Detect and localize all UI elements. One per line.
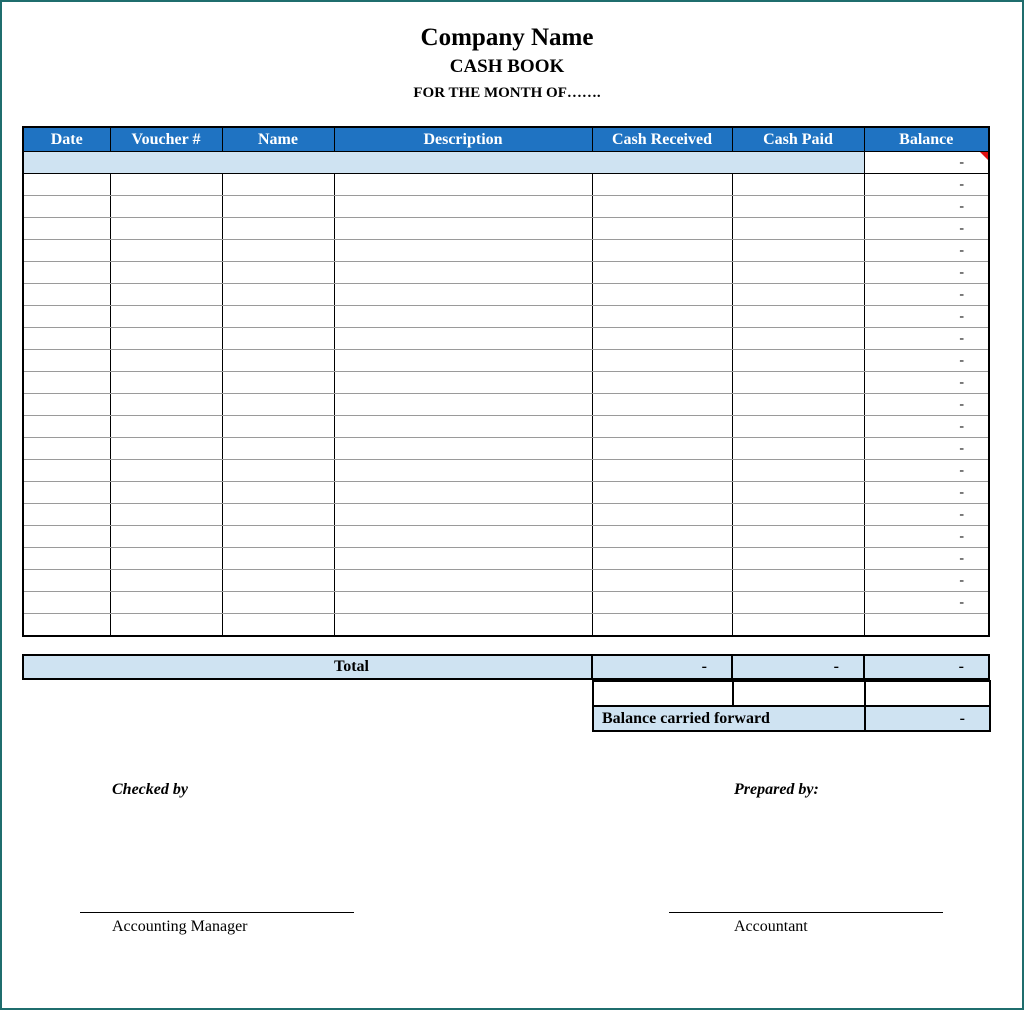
carried-forward-table bbox=[592, 680, 991, 732]
date-cell[interactable] bbox=[23, 196, 110, 218]
cash-paid-cell[interactable] bbox=[732, 460, 864, 482]
blank-cell[interactable] bbox=[865, 681, 990, 706]
name-cell[interactable] bbox=[222, 306, 334, 328]
balance-cell[interactable]: - bbox=[864, 196, 989, 218]
column-header-cash-received: Cash Received bbox=[592, 127, 732, 152]
description-cell[interactable] bbox=[334, 438, 592, 460]
table-row bbox=[23, 416, 989, 438]
table-row bbox=[23, 504, 989, 526]
cash-paid-cell[interactable] bbox=[732, 504, 864, 526]
balance-cell[interactable]: - bbox=[864, 504, 989, 526]
description-cell[interactable] bbox=[334, 174, 592, 196]
balance-cell[interactable]: - bbox=[864, 218, 989, 240]
name-cell[interactable] bbox=[222, 592, 334, 614]
table-row bbox=[23, 482, 989, 504]
description-cell[interactable] bbox=[334, 284, 592, 306]
cash-paid-cell[interactable] bbox=[732, 394, 864, 416]
opening-balance-cell[interactable] bbox=[864, 152, 989, 174]
balance-cell[interactable]: - bbox=[864, 592, 989, 614]
voucher-cell[interactable] bbox=[110, 548, 222, 570]
name-cell[interactable] bbox=[222, 394, 334, 416]
cash-book-table bbox=[22, 126, 990, 637]
table-row bbox=[23, 196, 989, 218]
description-cell[interactable] bbox=[334, 570, 592, 592]
name-cell[interactable] bbox=[222, 614, 334, 637]
cash-received-cell[interactable] bbox=[592, 460, 732, 482]
cash-paid-cell[interactable] bbox=[732, 306, 864, 328]
cash-paid-cell[interactable] bbox=[732, 482, 864, 504]
table-row bbox=[23, 240, 989, 262]
date-cell[interactable] bbox=[23, 284, 110, 306]
cash-received-cell[interactable] bbox=[592, 592, 732, 614]
table-row bbox=[23, 174, 989, 196]
carried-forward-blank-row bbox=[593, 681, 990, 706]
cash-paid-cell[interactable] bbox=[732, 592, 864, 614]
date-cell[interactable] bbox=[23, 482, 110, 504]
description-cell[interactable] bbox=[334, 460, 592, 482]
cash-paid-cell[interactable] bbox=[732, 548, 864, 570]
voucher-cell[interactable] bbox=[110, 438, 222, 460]
voucher-cell[interactable] bbox=[110, 416, 222, 438]
name-cell[interactable] bbox=[222, 482, 334, 504]
date-cell[interactable] bbox=[23, 306, 110, 328]
voucher-cell[interactable] bbox=[110, 394, 222, 416]
opening-balance-row bbox=[23, 152, 989, 174]
cash-paid-cell[interactable] bbox=[732, 174, 864, 196]
voucher-cell[interactable] bbox=[110, 174, 222, 196]
total-cash-paid[interactable]: - bbox=[732, 655, 864, 679]
table-row bbox=[23, 218, 989, 240]
description-cell[interactable] bbox=[334, 328, 592, 350]
name-cell[interactable] bbox=[222, 416, 334, 438]
voucher-cell[interactable] bbox=[110, 460, 222, 482]
description-cell[interactable] bbox=[334, 240, 592, 262]
voucher-cell[interactable] bbox=[110, 328, 222, 350]
name-cell[interactable] bbox=[222, 372, 334, 394]
cash-paid-cell[interactable] bbox=[732, 350, 864, 372]
cash-paid-cell[interactable] bbox=[732, 262, 864, 284]
balance-cell[interactable]: - bbox=[864, 482, 989, 504]
cash-received-cell[interactable] bbox=[592, 614, 732, 637]
cash-received-cell[interactable] bbox=[592, 218, 732, 240]
name-cell[interactable] bbox=[222, 240, 334, 262]
table-row bbox=[23, 614, 989, 637]
table-row bbox=[23, 328, 989, 350]
name-cell[interactable] bbox=[222, 284, 334, 306]
cash-paid-cell[interactable] bbox=[732, 240, 864, 262]
table-row bbox=[23, 460, 989, 482]
totals-row bbox=[23, 655, 989, 679]
cash-received-cell[interactable] bbox=[592, 570, 732, 592]
balance-cell[interactable]: - bbox=[864, 372, 989, 394]
table-row bbox=[23, 394, 989, 416]
carried-forward-row bbox=[593, 706, 990, 731]
balance-cell[interactable]: - bbox=[864, 240, 989, 262]
voucher-cell[interactable] bbox=[110, 196, 222, 218]
cash-received-cell[interactable] bbox=[592, 372, 732, 394]
voucher-cell[interactable] bbox=[110, 240, 222, 262]
prepared-by-label: Prepared by: bbox=[734, 781, 819, 798]
column-header-voucher: Voucher # bbox=[110, 127, 222, 152]
table-row bbox=[23, 262, 989, 284]
table-row bbox=[23, 570, 989, 592]
description-cell[interactable] bbox=[334, 306, 592, 328]
table-row bbox=[23, 350, 989, 372]
cash-received-cell[interactable] bbox=[592, 526, 732, 548]
balance-cell[interactable]: - bbox=[864, 262, 989, 284]
description-cell[interactable] bbox=[334, 218, 592, 240]
balance-cell[interactable]: - bbox=[864, 570, 989, 592]
cash-received-cell[interactable] bbox=[592, 438, 732, 460]
balance-cell[interactable]: - bbox=[864, 350, 989, 372]
cash-received-cell[interactable] bbox=[592, 328, 732, 350]
total-label: Total bbox=[23, 655, 592, 679]
total-balance[interactable]: - bbox=[864, 655, 989, 679]
description-cell[interactable] bbox=[334, 592, 592, 614]
column-header-balance: Balance bbox=[864, 127, 989, 152]
date-cell[interactable] bbox=[23, 372, 110, 394]
date-cell[interactable] bbox=[23, 174, 110, 196]
opening-balance-value: - bbox=[959, 154, 964, 170]
table-row bbox=[23, 284, 989, 306]
description-cell[interactable] bbox=[334, 526, 592, 548]
voucher-cell[interactable] bbox=[110, 526, 222, 548]
voucher-cell[interactable] bbox=[110, 614, 222, 637]
blank-cell[interactable] bbox=[733, 681, 865, 706]
prepared-by-signature-line bbox=[669, 912, 943, 913]
date-cell[interactable] bbox=[23, 504, 110, 526]
date-cell[interactable] bbox=[23, 262, 110, 284]
cash-paid-cell[interactable] bbox=[732, 284, 864, 306]
date-cell[interactable] bbox=[23, 570, 110, 592]
cash-received-cell[interactable] bbox=[592, 240, 732, 262]
date-cell[interactable] bbox=[23, 460, 110, 482]
cash-received-cell[interactable] bbox=[592, 284, 732, 306]
blank-cell[interactable] bbox=[593, 681, 733, 706]
period-line: FOR THE MONTH OF……. bbox=[413, 85, 601, 101]
description-cell[interactable] bbox=[334, 196, 592, 218]
name-cell[interactable] bbox=[222, 196, 334, 218]
balance-cell[interactable]: - bbox=[864, 306, 989, 328]
carried-forward-label: Balance carried forward bbox=[593, 706, 865, 731]
carried-forward-value[interactable]: - bbox=[865, 706, 990, 731]
company-name: Company Name bbox=[420, 24, 594, 51]
comment-indicator-icon[interactable] bbox=[980, 152, 988, 160]
cash-received-cell[interactable] bbox=[592, 174, 732, 196]
balance-cell[interactable]: - bbox=[864, 284, 989, 306]
voucher-cell[interactable] bbox=[110, 306, 222, 328]
cash-paid-cell[interactable] bbox=[732, 328, 864, 350]
cash-received-cell[interactable] bbox=[592, 306, 732, 328]
cash-received-cell[interactable] bbox=[592, 262, 732, 284]
voucher-cell[interactable] bbox=[110, 592, 222, 614]
description-cell[interactable] bbox=[334, 262, 592, 284]
cash-received-cell[interactable] bbox=[592, 394, 732, 416]
cash-received-cell[interactable] bbox=[592, 548, 732, 570]
table-row bbox=[23, 306, 989, 328]
cash-paid-cell[interactable] bbox=[732, 416, 864, 438]
voucher-cell[interactable] bbox=[110, 350, 222, 372]
date-cell[interactable] bbox=[23, 394, 110, 416]
balance-cell[interactable]: - bbox=[864, 174, 989, 196]
date-cell[interactable] bbox=[23, 526, 110, 548]
balance-cell[interactable]: - bbox=[864, 548, 989, 570]
column-header-date: Date bbox=[23, 127, 110, 152]
date-cell[interactable] bbox=[23, 416, 110, 438]
table-header-row bbox=[23, 127, 989, 152]
balance-cell[interactable]: - bbox=[864, 394, 989, 416]
balance-cell[interactable]: - bbox=[864, 328, 989, 350]
voucher-cell[interactable] bbox=[110, 570, 222, 592]
balance-cell[interactable]: - bbox=[864, 526, 989, 548]
description-cell[interactable] bbox=[334, 416, 592, 438]
cash-paid-cell[interactable] bbox=[732, 614, 864, 637]
name-cell[interactable] bbox=[222, 174, 334, 196]
date-cell[interactable] bbox=[23, 438, 110, 460]
date-cell[interactable] bbox=[23, 240, 110, 262]
name-cell[interactable] bbox=[222, 328, 334, 350]
name-cell[interactable] bbox=[222, 350, 334, 372]
document-title: CASH BOOK bbox=[449, 56, 565, 77]
description-cell[interactable] bbox=[334, 614, 592, 637]
voucher-cell[interactable] bbox=[110, 218, 222, 240]
balance-cell[interactable]: - bbox=[864, 416, 989, 438]
date-cell[interactable] bbox=[23, 548, 110, 570]
cash-paid-cell[interactable] bbox=[732, 218, 864, 240]
voucher-cell[interactable] bbox=[110, 262, 222, 284]
opening-balance-fill bbox=[23, 152, 864, 174]
cash-paid-cell[interactable] bbox=[732, 196, 864, 218]
voucher-cell[interactable] bbox=[110, 482, 222, 504]
description-cell[interactable] bbox=[334, 548, 592, 570]
table-row bbox=[23, 372, 989, 394]
cash-paid-cell[interactable] bbox=[732, 570, 864, 592]
description-cell[interactable] bbox=[334, 394, 592, 416]
cash-received-cell[interactable] bbox=[592, 350, 732, 372]
checked-by-label: Checked by bbox=[112, 781, 188, 798]
name-cell[interactable] bbox=[222, 570, 334, 592]
name-cell[interactable] bbox=[222, 218, 334, 240]
voucher-cell[interactable] bbox=[110, 372, 222, 394]
cash-paid-cell[interactable] bbox=[732, 372, 864, 394]
date-cell[interactable] bbox=[23, 328, 110, 350]
table-row bbox=[23, 592, 989, 614]
balance-cell[interactable]: - bbox=[864, 460, 989, 482]
description-cell[interactable] bbox=[334, 372, 592, 394]
name-cell[interactable] bbox=[222, 460, 334, 482]
totals-row-table bbox=[22, 654, 990, 680]
column-header-description: Description bbox=[334, 127, 592, 152]
name-cell[interactable] bbox=[222, 438, 334, 460]
date-cell[interactable] bbox=[23, 614, 110, 637]
name-cell[interactable] bbox=[222, 548, 334, 570]
voucher-cell[interactable] bbox=[110, 284, 222, 306]
checked-by-role: Accounting Manager bbox=[112, 918, 248, 935]
cash-received-cell[interactable] bbox=[592, 416, 732, 438]
date-cell[interactable] bbox=[23, 350, 110, 372]
total-cash-received[interactable]: - bbox=[592, 655, 732, 679]
name-cell[interactable] bbox=[222, 526, 334, 548]
checked-by-signature-line bbox=[80, 912, 354, 913]
cash-paid-cell[interactable] bbox=[732, 526, 864, 548]
description-cell[interactable] bbox=[334, 350, 592, 372]
column-header-cash-paid: Cash Paid bbox=[732, 127, 864, 152]
name-cell[interactable] bbox=[222, 262, 334, 284]
description-cell[interactable] bbox=[334, 482, 592, 504]
table-row bbox=[23, 438, 989, 460]
name-cell[interactable] bbox=[222, 504, 334, 526]
table-row bbox=[23, 548, 989, 570]
prepared-by-role: Accountant bbox=[734, 918, 808, 935]
description-cell[interactable] bbox=[334, 504, 592, 526]
cash-paid-cell[interactable] bbox=[732, 438, 864, 460]
cash-received-cell[interactable] bbox=[592, 482, 732, 504]
date-cell[interactable] bbox=[23, 592, 110, 614]
table-row bbox=[23, 526, 989, 548]
date-cell[interactable] bbox=[23, 218, 110, 240]
balance-cell[interactable] bbox=[864, 614, 989, 637]
balance-cell[interactable]: - bbox=[864, 438, 989, 460]
voucher-cell[interactable] bbox=[110, 504, 222, 526]
column-header-name: Name bbox=[222, 127, 334, 152]
cash-received-cell[interactable] bbox=[592, 196, 732, 218]
cash-received-cell[interactable] bbox=[592, 504, 732, 526]
